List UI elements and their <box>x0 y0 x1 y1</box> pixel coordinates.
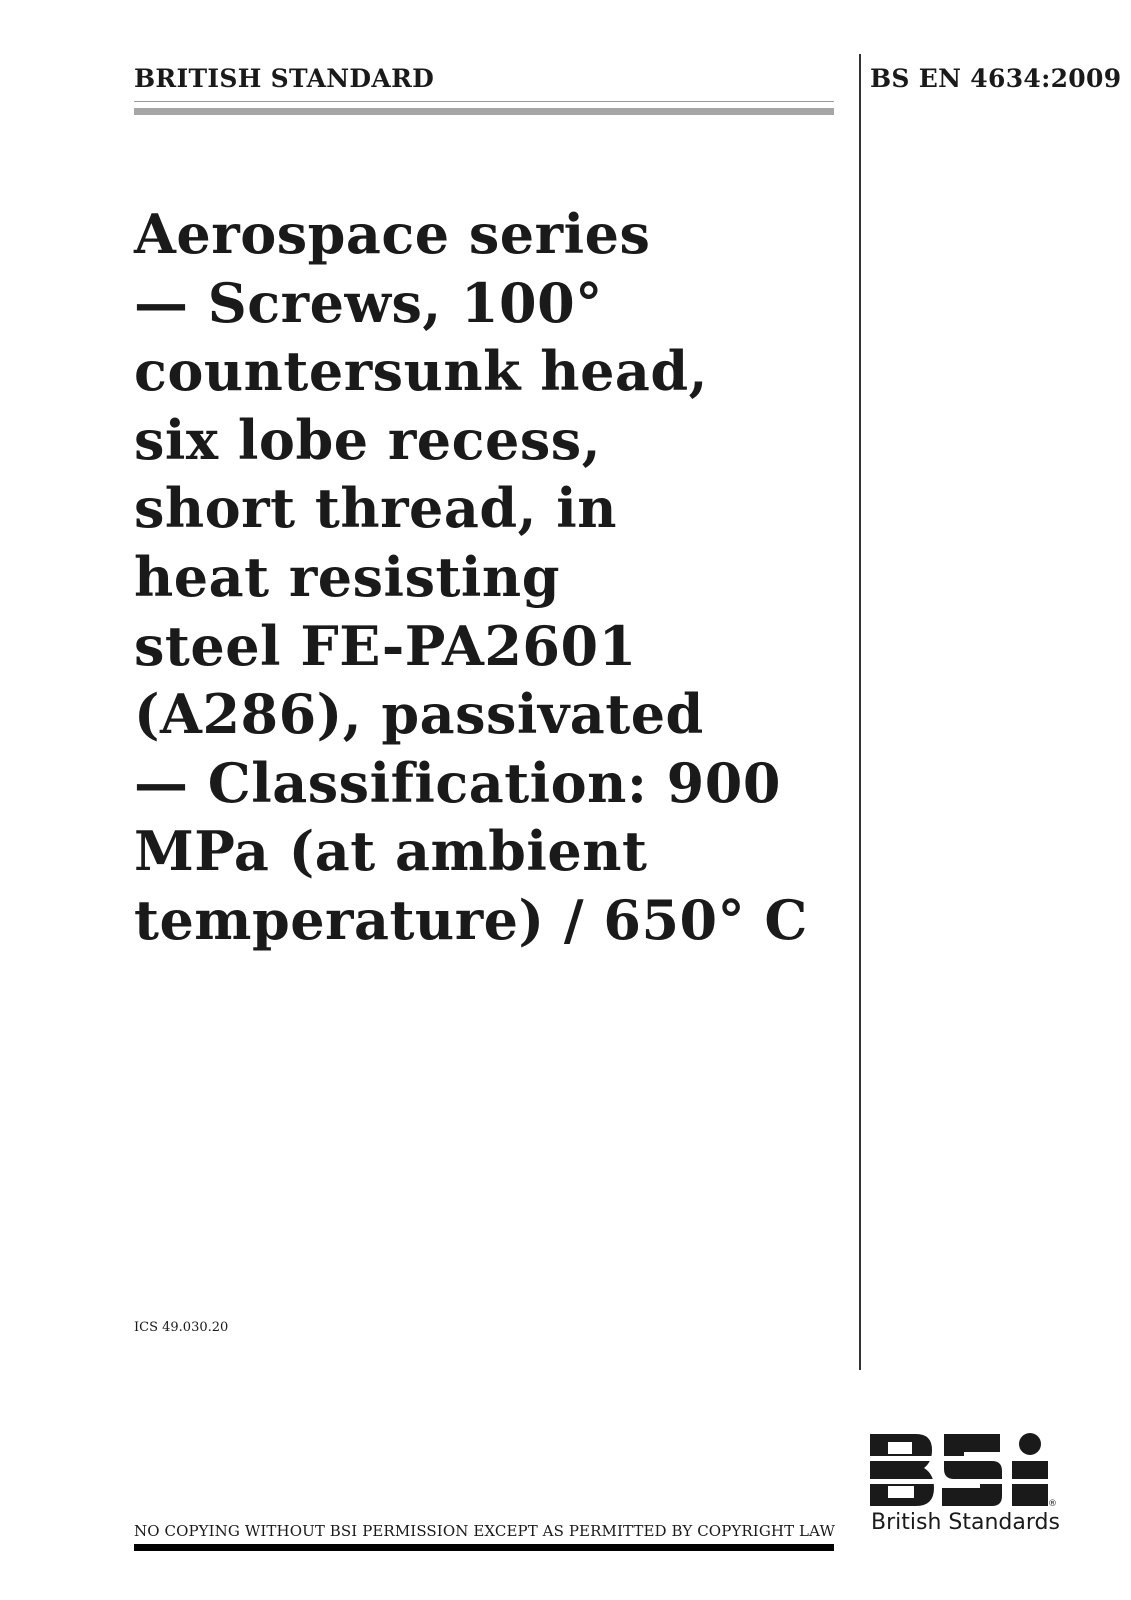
title-line: heat resisting <box>134 544 560 609</box>
title-line: — Screws, 100° <box>134 270 603 335</box>
title-line: six lobe recess, <box>134 407 601 472</box>
column-divider <box>859 54 861 1370</box>
title-line: short thread, in <box>134 476 618 541</box>
standard-number: BS EN 4634:2009 <box>870 64 1122 93</box>
title-line: (A286), passivated <box>134 682 704 747</box>
title-line: — Classification: 900 <box>134 750 781 815</box>
document-title <box>134 200 844 955</box>
bsi-logo-icon <box>868 1432 1058 1508</box>
title-line: steel FE-PA2601 <box>134 613 637 678</box>
title-line: temperature) / 650° C <box>134 887 808 952</box>
header-thin-divider <box>134 101 834 102</box>
copyright-notice: NO COPYING WITHOUT BSI PERMISSION EXCEPT AS PERMITTED BY COPYRIGHT LAW <box>134 1522 835 1540</box>
ics-code: ICS 49.030.20 <box>134 1320 229 1335</box>
header-thick-divider <box>134 108 834 115</box>
title-line: countersunk head, <box>134 339 708 404</box>
logo-subtitle: British Standards <box>871 1510 1060 1535</box>
title-line: Aerospace series <box>134 202 651 266</box>
document-type-label: BRITISH STANDARD <box>134 64 435 93</box>
footer-divider <box>134 1544 834 1551</box>
bsi-logo <box>868 1432 1068 1535</box>
registered-mark: ® <box>1048 1499 1057 1508</box>
title-line: MPa (at ambient <box>134 819 648 884</box>
